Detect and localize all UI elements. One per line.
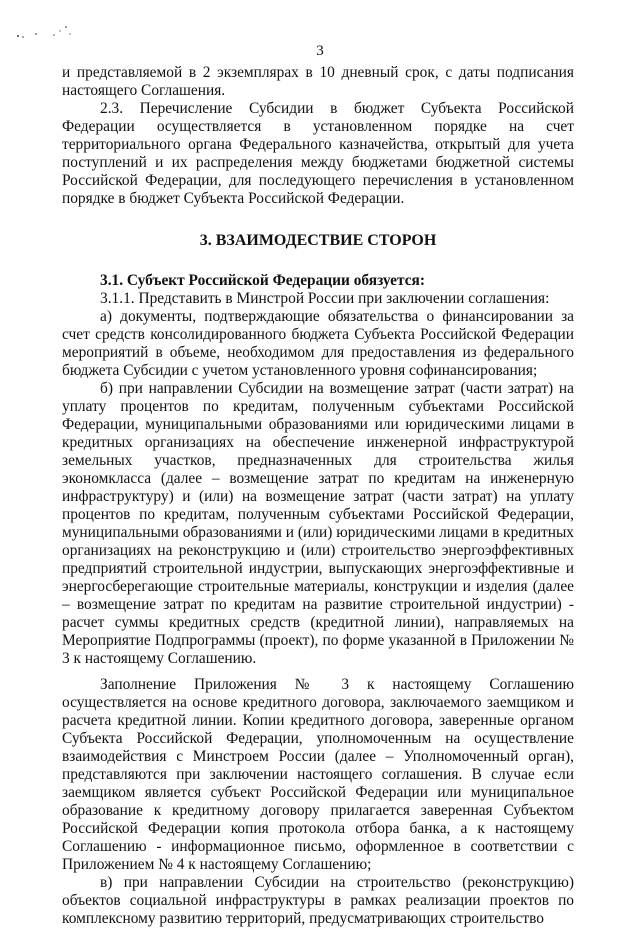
paragraph-item-b: б) при направлении Субсидии на возмещение затрат (части затрат) на уплату процентов по кредитам, полученным субъектами Российской Федерации, муниципальными образованиями или юридическими лицами в кредитных организациях на обеспечение инженерной инфраструктурой земельных участков, предназначенных для строительства жилья экономкласса (далее – возмещение затрат по кредитам на инженерную инфраструктуру) и (или) на возмещение затрат (части затрат) на уплату процентов по кредитам, полученным субъектами Российской Федерации, муниципальными образованиями и (или) юридическими лицами в кредитных организациях на реконструкцию и (или) строительство энергоэффективных предприятий строительной индустрии, выпускающих энергоэффективные и энергосберегающие строительные материалы, конструкции и изделия (далее – возмещение затрат по кредитам на развитие строительной индустрии) - расчет суммы кредитных средств (кредитной линии), направляемых на Мероприятие Подпрограммы (проект), по форме указанной в Приложении № 3 к настоящему Соглашению. [62, 380, 574, 667]
section-heading: 3. ВЗАИМОДЕСТВИЕ СТОРОН [199, 232, 437, 249]
paragraph-continuation: и представляемой в 2 экземплярах в 10 дневный срок, с даты подписания настоящего Соглашения. [62, 64, 574, 99]
scan-specks-decoration [14, 22, 84, 44]
document-body [62, 64, 574, 928]
paragraph-item-v: в) при направлении Субсидии на строительство (реконструкцию) объектов социальной инфраструктуры в рамках реализации проектов по комплексному развитию территорий, предусматривающих строительство [62, 874, 574, 927]
paragraph-item-a: а) документы, подтверждающие обязательства о финансировании за счет средств консолидированного бюджета Субъекта Российской Федерации мероприятий в объеме, необходимом для предоставления из федерального бюджета Субсидии с учетом установленного уровня софинансирования; [62, 308, 574, 379]
page-number: 3 [316, 43, 324, 59]
subsection-heading: 3.1. Субъект Российской Федерации обязуется: [100, 272, 426, 289]
paragraph-3-1-1: 3.1.1. Представить в Минстрой России при заключении соглашения: [100, 290, 550, 307]
paragraph-2-3: 2.3. Перечисление Субсидии в бюджет Субъекта Российской Федерации осуществляется в установленном порядке на счет территориального органа Федерального казначейства, открытый для учета поступлений и их распределения между бюджетами бюджетной системы Российской Федерации, для последующего перечисления в установленном порядке в бюджет Субъекта Российской Федерации. [62, 100, 574, 207]
paragraph-appendix-3: Заполнение Приложения № 3 к настоящему Соглашению осуществляется на основе кредитного договора, заключаемого заемщиком и расчета кредитной линии. Копии кредитного договора, заверенные органом Субъекта Российской Федерации, уполномоченным на осуществление взаимодействия с Минстроем России (далее – Уполномоченный орган), представляются при заключении настоящего соглашения. В случае если заемщиком является субъект Российской Федерации или муниципальное образование к кредитному договору прилагается заверенная Субъектом Российской Федерации копия протокола отбора банка, а к настоящему Соглашению - информационное письмо, оформленное в соответствии с Приложением № 4 к настоящему Соглашению; [62, 676, 574, 873]
